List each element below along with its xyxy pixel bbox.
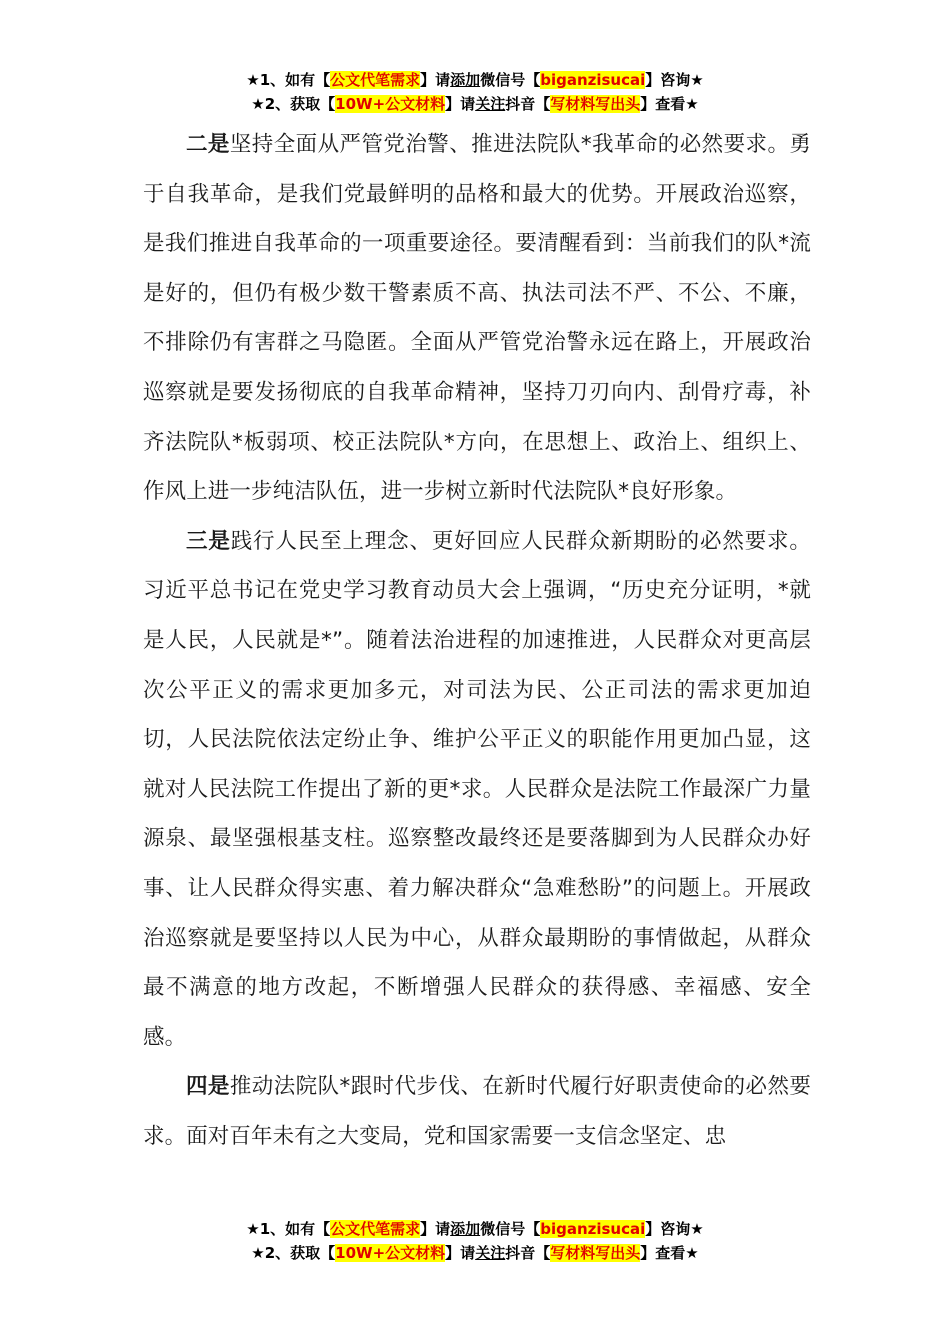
banner-text: 微信号【 [480, 71, 541, 89]
highlight-materials: 10W+公文材料 [335, 95, 446, 113]
banner-line-2 [0, 1241, 950, 1265]
banner-text: 】咨询 [645, 71, 691, 89]
banner-text: 微信号【 [480, 1220, 541, 1238]
banner-text: 1、如有【 [259, 71, 331, 89]
banner-line-2 [0, 92, 950, 116]
banner-text: 】咨询 [645, 1220, 691, 1238]
header-banner [0, 68, 950, 116]
underlined-follow: 关注 [475, 1244, 506, 1262]
paragraph-second-point [143, 120, 811, 517]
banner-text: 】请 [445, 1244, 476, 1262]
banner-text: 抖音【 [505, 1244, 551, 1262]
underlined-add: 添加 [450, 71, 481, 89]
banner-text: 】请 [445, 95, 476, 113]
highlight-douyin-account: 写材料写出头 [550, 1244, 641, 1262]
underlined-add: 添加 [450, 1220, 481, 1238]
star-icon: ★ [685, 95, 699, 113]
highlight-wechat-id: biganzisucai [540, 71, 646, 89]
star-icon: ★ [690, 1220, 704, 1238]
banner-text: 抖音【 [505, 95, 551, 113]
paragraph-lead: 二是 [186, 132, 230, 157]
paragraph-text: 推动法院队*跟时代步伐、在新时代履行好职责使命的必然要求。面对百年未有之大变局，党和国家需要一支信念坚定、忠 [143, 1074, 812, 1149]
star-icon: ★ [685, 1244, 699, 1262]
star-icon: ★ [246, 71, 260, 89]
star-icon: ★ [690, 71, 704, 89]
highlight-materials: 10W+公文材料 [335, 1244, 446, 1262]
paragraph-fourth-point [143, 1062, 811, 1161]
paragraph-lead: 四是 [186, 1074, 230, 1100]
highlight-douyin-account: 写材料写出头 [550, 95, 641, 113]
banner-text: 】查看 [640, 1244, 686, 1262]
star-icon: ★ [246, 1220, 260, 1238]
banner-text: 2、获取【 [264, 1244, 336, 1262]
document-body [143, 120, 811, 1161]
star-icon: ★ [251, 1244, 265, 1262]
banner-text: 】请 [420, 71, 451, 89]
banner-line-1 [0, 1217, 950, 1241]
highlight-service: 公文代笔需求 [330, 71, 421, 89]
underlined-follow: 关注 [475, 95, 506, 113]
banner-line-1 [0, 68, 950, 92]
paragraph-text: 践行人民至上理念、更好回应人民群众新期盼的必然要求。习近平总书记在党史学习教育动员大会上强调，“历史充分证明，*就是人民，人民就是*”。随着法治进程的加速推进，人民群众对更高层次公平正义的需求更加多元，对司法为民、公正司法的需求更加迫切，人民法院依法定纷止争、维护公平正义的职能作用更加凸显，这就对人民法院工作提出了新的更*求。人民群众是法院工作最深广力量源泉、最坚强根基支柱。巡察整改最终还是要落脚到为人民群众办好事、让人民群众得实惠、着力解决群众“急难愁盼”的问题上。开展政治巡察就是要坚持以人民为中心，从群众最期盼的事情做起，从群众最不满意的地方改起，不断增强人民群众的获得感、幸福感、安全感。 [143, 528, 811, 1050]
paragraph-third-point [143, 517, 811, 1063]
banner-text: 1、如有【 [259, 1220, 331, 1238]
highlight-service: 公文代笔需求 [330, 1220, 421, 1238]
paragraph-text: 坚持全面从严管党治警、推进法院队*我革命的必然要求。勇于自我革命，是我们党最鲜明的品格和最大的优势。开展政治巡察，是我们推进自我革命的一项重要途径。要清醒看到：当前我们的队*流是好的，但仍有极少数干警素质不高、执法司法不严、不公、不廉，不排除仍有害群之马隐匿。全面从严管党治警永远在路上，开展政治巡察就是要发扬彻底的自我革命精神，坚持刀刃向内、刮骨疗毒，补齐法院队*板弱项、校正法院队*方向，在思想上、政治上、组织上、作风上进一步纯洁队伍，进一步树立新时代法院队*良好形象。 [143, 132, 812, 505]
paragraph-lead: 三是 [186, 528, 231, 554]
highlight-wechat-id: biganzisucai [540, 1220, 646, 1238]
banner-text: 2、获取【 [264, 95, 336, 113]
star-icon: ★ [251, 95, 265, 113]
banner-text: 】请 [420, 1220, 451, 1238]
footer-banner [0, 1217, 950, 1265]
banner-text: 】查看 [640, 95, 686, 113]
